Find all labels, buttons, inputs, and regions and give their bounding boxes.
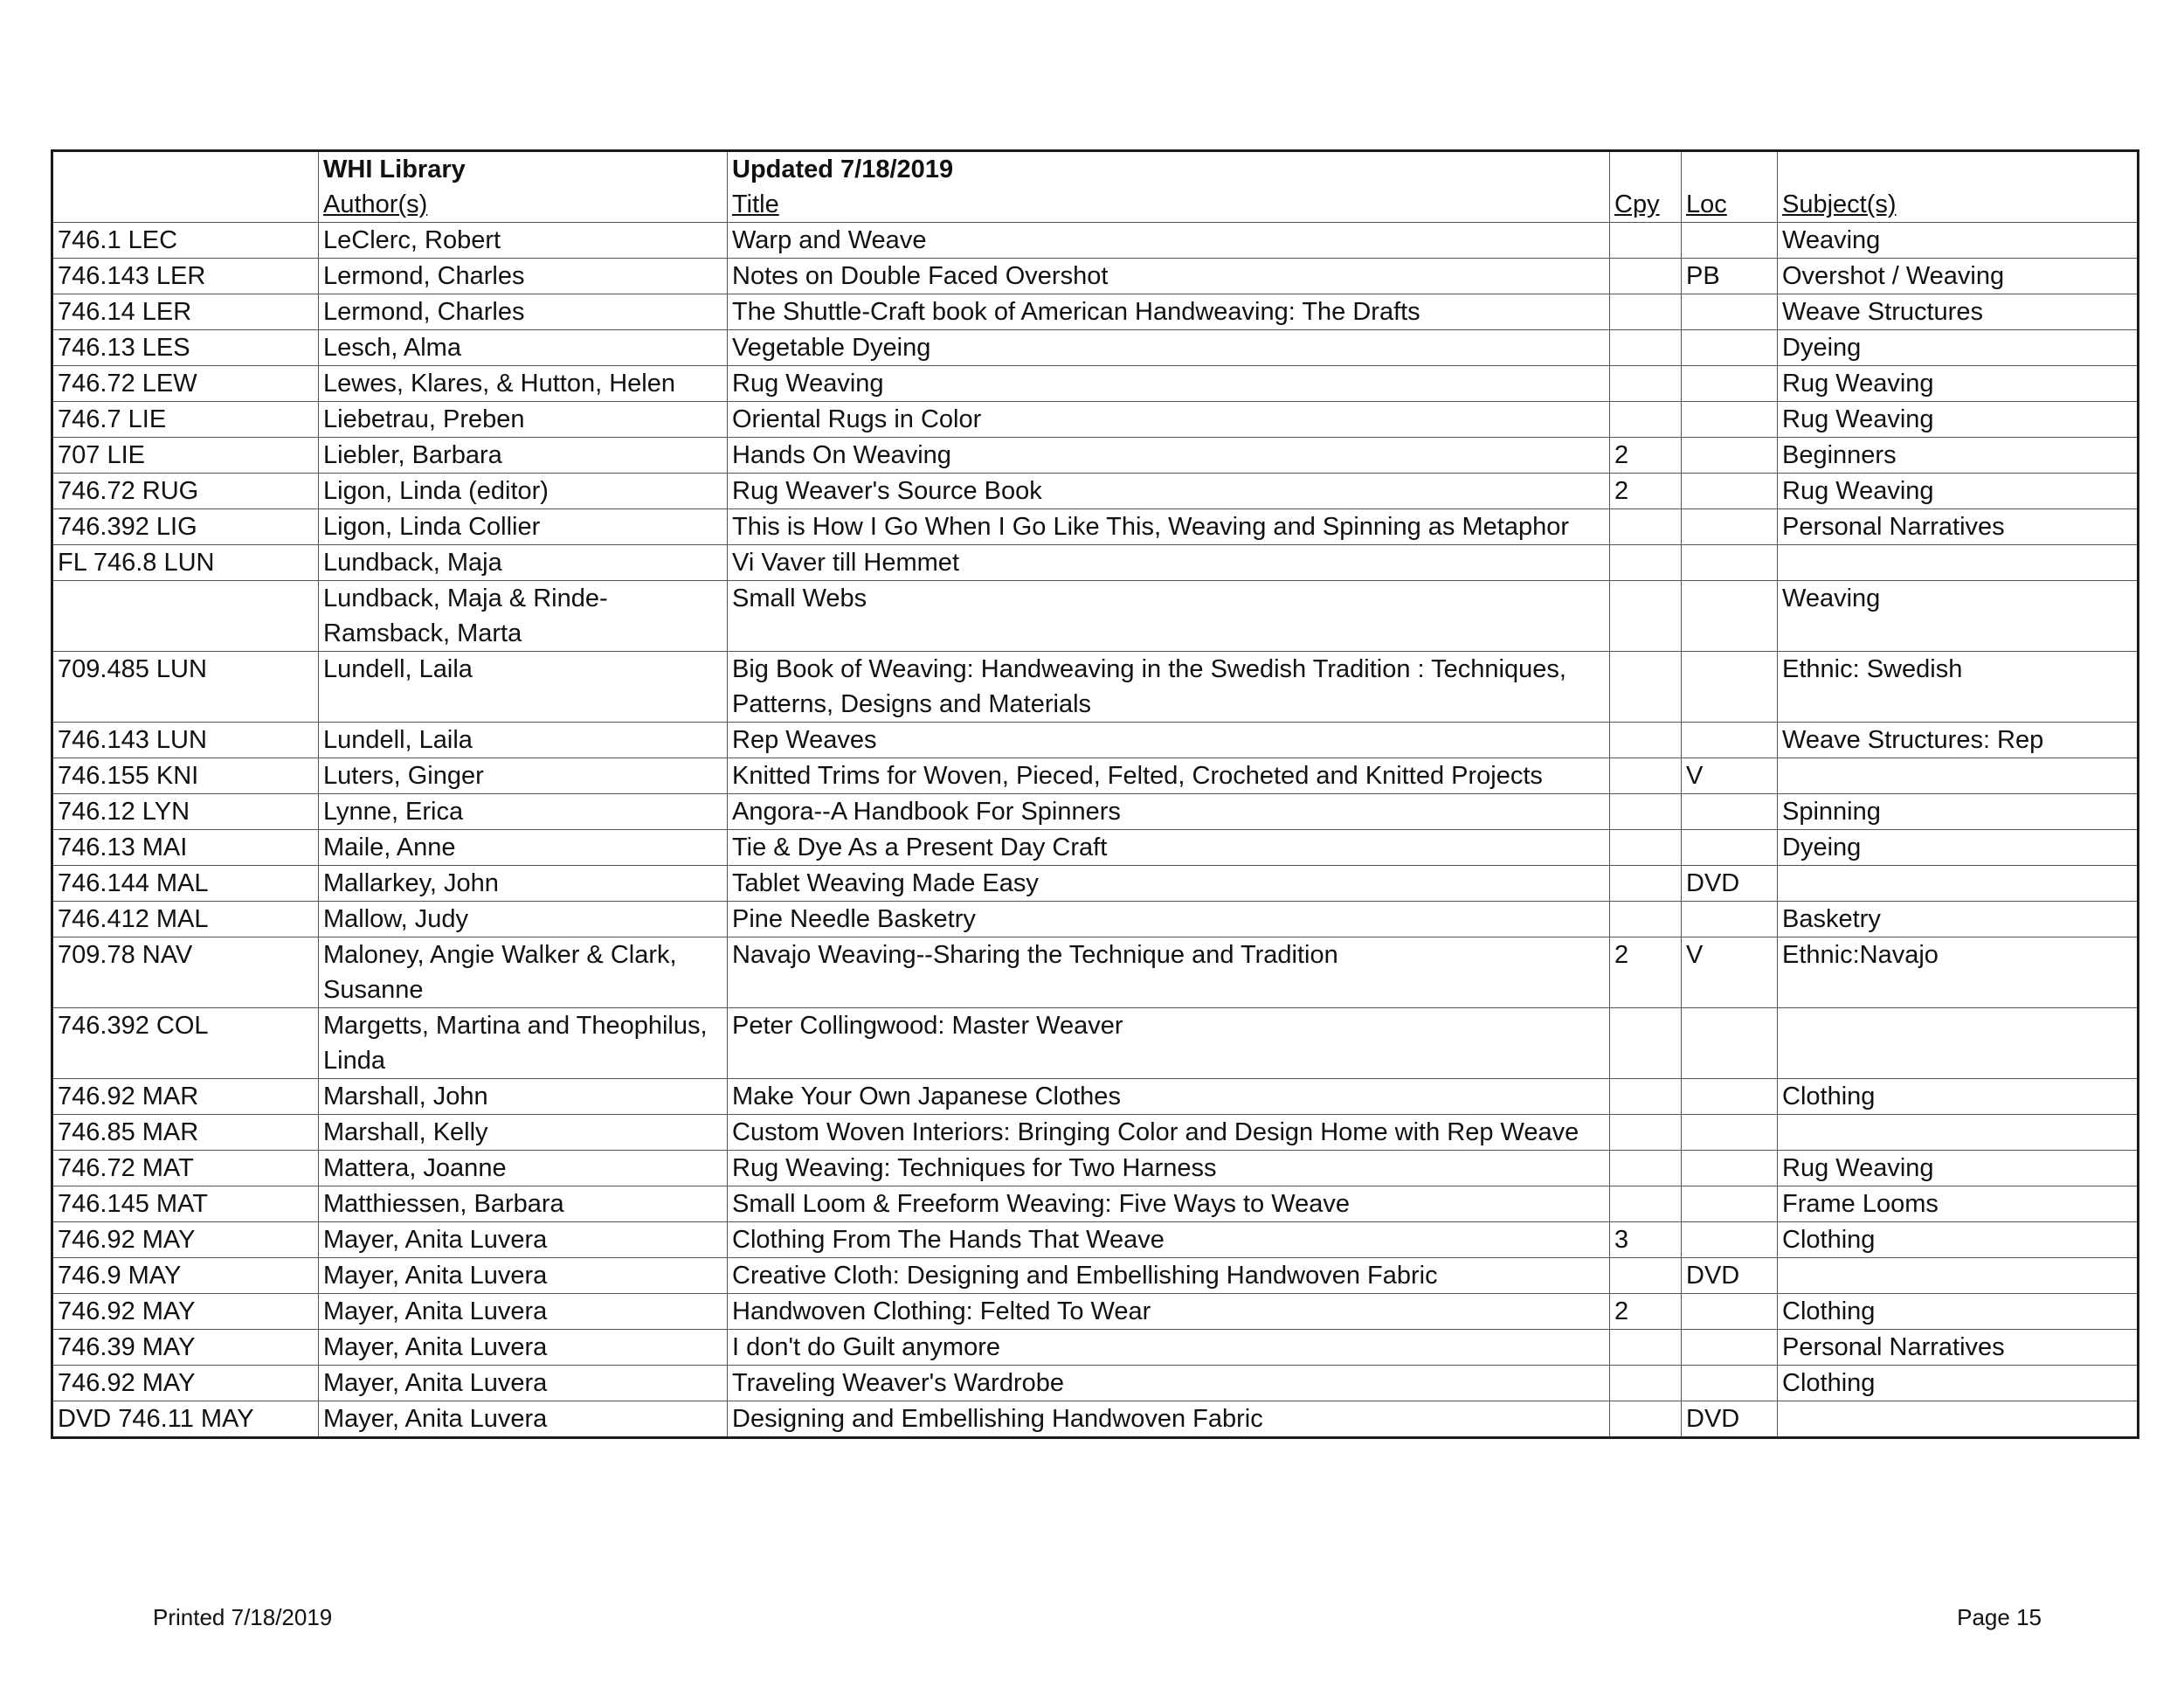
author-cell: Matthiessen, Barbara xyxy=(319,1186,728,1222)
author-cell: Liebler, Barbara xyxy=(319,438,728,474)
copies-cell xyxy=(1610,1401,1682,1438)
title-cell: Make Your Own Japanese Clothes xyxy=(728,1079,1610,1115)
header-blank-cell xyxy=(1682,151,1778,188)
title-cell: Designing and Embellishing Handwoven Fabric xyxy=(728,1401,1610,1438)
call-number-cell: 746.92 MAY xyxy=(52,1366,319,1401)
copies-cell xyxy=(1610,366,1682,402)
author-cell: LeClerc, Robert xyxy=(319,223,728,259)
copies-cell xyxy=(1610,294,1682,330)
location-cell xyxy=(1682,794,1778,830)
title-cell: Rug Weaving: Techniques for Two Harness xyxy=(728,1151,1610,1186)
table-row xyxy=(52,1258,2139,1294)
title-cell: Small Loom & Freeform Weaving: Five Ways to Weave xyxy=(728,1186,1610,1222)
location-cell xyxy=(1682,1008,1778,1079)
call-number-cell xyxy=(52,581,319,652)
author-cell: Luters, Ginger xyxy=(319,758,728,794)
call-number-cell: 746.13 MAI xyxy=(52,830,319,866)
copies-cell xyxy=(1610,866,1682,902)
title-cell: Pine Needle Basketry xyxy=(728,902,1610,937)
location-cell: DVD xyxy=(1682,866,1778,902)
title-cell: Knitted Trims for Woven, Pieced, Felted, Crocheted and Knitted Projects xyxy=(728,758,1610,794)
location-cell: PB xyxy=(1682,259,1778,294)
subject-cell: Clothing xyxy=(1778,1366,2139,1401)
copies-cell xyxy=(1610,259,1682,294)
subject-cell: Clothing xyxy=(1778,1294,2139,1330)
call-number-cell: 746.7 LIE xyxy=(52,402,319,438)
copies-cell: 2 xyxy=(1610,474,1682,509)
call-number-cell: 707 LIE xyxy=(52,438,319,474)
title-cell: Small Webs xyxy=(728,581,1610,652)
subject-cell: Rug Weaving xyxy=(1778,1151,2139,1186)
author-cell: Marshall, Kelly xyxy=(319,1115,728,1151)
title-cell: Warp and Weave xyxy=(728,223,1610,259)
table-row xyxy=(52,937,2139,1008)
table-row xyxy=(52,758,2139,794)
table-row xyxy=(52,1222,2139,1258)
call-number-cell: 746.92 MAR xyxy=(52,1079,319,1115)
title-cell: I don't do Guilt anymore xyxy=(728,1330,1610,1366)
call-number-cell: 746.144 MAL xyxy=(52,866,319,902)
title-cell: Notes on Double Faced Overshot xyxy=(728,259,1610,294)
location-cell xyxy=(1682,545,1778,581)
column-header-title: Title xyxy=(728,187,1610,223)
copies-cell xyxy=(1610,1186,1682,1222)
call-number-cell: 746.143 LUN xyxy=(52,723,319,758)
copies-cell xyxy=(1610,402,1682,438)
location-cell: V xyxy=(1682,937,1778,1008)
subject-cell: Rug Weaving xyxy=(1778,366,2139,402)
table-row xyxy=(52,294,2139,330)
author-cell: Lermond, Charles xyxy=(319,259,728,294)
title-cell: Vegetable Dyeing xyxy=(728,330,1610,366)
call-number-cell: 746.72 LEW xyxy=(52,366,319,402)
copies-cell xyxy=(1610,794,1682,830)
subject-cell: Weaving xyxy=(1778,223,2139,259)
call-number-cell: 746.92 MAY xyxy=(52,1294,319,1330)
location-cell xyxy=(1682,830,1778,866)
copies-cell xyxy=(1610,902,1682,937)
column-header-author: Author(s) xyxy=(319,187,728,223)
column-header-loc: Loc xyxy=(1682,187,1778,223)
location-cell xyxy=(1682,402,1778,438)
location-cell: DVD xyxy=(1682,1401,1778,1438)
header-row-top xyxy=(52,151,2139,188)
author-cell: Liebetrau, Preben xyxy=(319,402,728,438)
subject-cell: Frame Looms xyxy=(1778,1186,2139,1222)
subject-cell xyxy=(1778,1008,2139,1079)
table-row xyxy=(52,652,2139,723)
title-cell: Tie & Dye As a Present Day Craft xyxy=(728,830,1610,866)
printed-date: Printed 7/18/2019 xyxy=(153,1604,333,1630)
title-cell: Traveling Weaver's Wardrobe xyxy=(728,1366,1610,1401)
call-number-cell: 746.145 MAT xyxy=(52,1186,319,1222)
table-row xyxy=(52,1186,2139,1222)
author-cell: Lesch, Alma xyxy=(319,330,728,366)
title-cell: Vi Vaver till Hemmet xyxy=(728,545,1610,581)
location-cell xyxy=(1682,652,1778,723)
location-cell xyxy=(1682,902,1778,937)
copies-cell xyxy=(1610,1366,1682,1401)
header-blank-cell xyxy=(52,187,319,223)
copies-cell xyxy=(1610,330,1682,366)
author-cell: Mayer, Anita Luvera xyxy=(319,1294,728,1330)
title-cell: Oriental Rugs in Color xyxy=(728,402,1610,438)
subject-cell xyxy=(1778,758,2139,794)
location-cell xyxy=(1682,1366,1778,1401)
table-row xyxy=(52,723,2139,758)
subject-cell: Clothing xyxy=(1778,1222,2139,1258)
copies-cell xyxy=(1610,1258,1682,1294)
call-number-cell: 746.72 RUG xyxy=(52,474,319,509)
table-row xyxy=(52,438,2139,474)
table-row xyxy=(52,1008,2139,1079)
call-number-cell: 709.78 NAV xyxy=(52,937,319,1008)
call-number-cell: 746.85 MAR xyxy=(52,1115,319,1151)
author-cell: Margetts, Martina and Theophilus, Linda xyxy=(319,1008,728,1079)
header-blank-cell xyxy=(52,151,319,188)
title-cell: Creative Cloth: Designing and Embellishing Handwoven Fabric xyxy=(728,1258,1610,1294)
title-cell: Big Book of Weaving: Handweaving in the Swedish Tradition : Techniques, Patterns, Designs and Materials xyxy=(728,652,1610,723)
call-number-cell: 746.392 COL xyxy=(52,1008,319,1079)
table-row xyxy=(52,402,2139,438)
author-cell: Lynne, Erica xyxy=(319,794,728,830)
title-cell: This is How I Go When I Go Like This, Weaving and Spinning as Metaphor xyxy=(728,509,1610,545)
copies-cell: 2 xyxy=(1610,937,1682,1008)
table-body xyxy=(52,151,2139,1438)
location-cell xyxy=(1682,1079,1778,1115)
call-number-cell: 746.155 KNI xyxy=(52,758,319,794)
subject-cell: Weave Structures: Rep xyxy=(1778,723,2139,758)
library-catalog-table xyxy=(51,149,2139,1439)
table-row xyxy=(52,581,2139,652)
table-row xyxy=(52,1401,2139,1438)
location-cell xyxy=(1682,1151,1778,1186)
call-number-cell: 746.39 MAY xyxy=(52,1330,319,1366)
title-cell: Angora--A Handbook For Spinners xyxy=(728,794,1610,830)
author-cell: Mayer, Anita Luvera xyxy=(319,1222,728,1258)
author-cell: Mayer, Anita Luvera xyxy=(319,1258,728,1294)
subject-cell: Rug Weaving xyxy=(1778,474,2139,509)
subject-cell: Dyeing xyxy=(1778,330,2139,366)
table-row xyxy=(52,830,2139,866)
location-cell: DVD xyxy=(1682,1258,1778,1294)
copies-cell xyxy=(1610,1151,1682,1186)
subject-cell: Weaving xyxy=(1778,581,2139,652)
call-number-cell: FL 746.8 LUN xyxy=(52,545,319,581)
location-cell xyxy=(1682,581,1778,652)
author-cell: Mayer, Anita Luvera xyxy=(319,1366,728,1401)
column-header-cpy: Cpy xyxy=(1610,187,1682,223)
table-row xyxy=(52,366,2139,402)
table-row xyxy=(52,1115,2139,1151)
table-row xyxy=(52,902,2139,937)
table-row xyxy=(52,1151,2139,1186)
subject-cell: Clothing xyxy=(1778,1079,2139,1115)
table-row xyxy=(52,794,2139,830)
call-number-cell: 746.412 MAL xyxy=(52,902,319,937)
location-cell xyxy=(1682,366,1778,402)
call-number-cell: 746.1 LEC xyxy=(52,223,319,259)
subject-cell: Rug Weaving xyxy=(1778,402,2139,438)
copies-cell xyxy=(1610,545,1682,581)
author-cell: Lewes, Klares, & Hutton, Helen xyxy=(319,366,728,402)
subject-cell: Beginners xyxy=(1778,438,2139,474)
table-row xyxy=(52,474,2139,509)
author-cell: Lundell, Laila xyxy=(319,723,728,758)
subject-cell xyxy=(1778,1115,2139,1151)
table-row xyxy=(52,223,2139,259)
subject-cell: Ethnic: Swedish xyxy=(1778,652,2139,723)
author-cell: Maile, Anne xyxy=(319,830,728,866)
author-cell: Ligon, Linda (editor) xyxy=(319,474,728,509)
location-cell xyxy=(1682,1222,1778,1258)
location-cell xyxy=(1682,438,1778,474)
copies-cell: 2 xyxy=(1610,438,1682,474)
title-cell: Hands On Weaving xyxy=(728,438,1610,474)
author-cell: Mayer, Anita Luvera xyxy=(319,1330,728,1366)
table-row xyxy=(52,1294,2139,1330)
title-cell: Tablet Weaving Made Easy xyxy=(728,866,1610,902)
location-cell xyxy=(1682,223,1778,259)
copies-cell xyxy=(1610,1115,1682,1151)
call-number-cell: 746.9 MAY xyxy=(52,1258,319,1294)
author-cell: Marshall, John xyxy=(319,1079,728,1115)
updated-date: Updated 7/18/2019 xyxy=(728,151,1610,188)
call-number-cell: 709.485 LUN xyxy=(52,652,319,723)
copies-cell xyxy=(1610,723,1682,758)
title-cell: Rug Weaving xyxy=(728,366,1610,402)
author-cell: Mayer, Anita Luvera xyxy=(319,1401,728,1438)
table-row xyxy=(52,259,2139,294)
header-row-columns xyxy=(52,187,2139,223)
author-cell: Ligon, Linda Collier xyxy=(319,509,728,545)
subject-cell: Overshot / Weaving xyxy=(1778,259,2139,294)
column-header-subject: Subject(s) xyxy=(1778,187,2139,223)
subject-cell xyxy=(1778,866,2139,902)
subject-cell: Personal Narratives xyxy=(1778,1330,2139,1366)
table-row xyxy=(52,866,2139,902)
author-cell: Lundback, Maja & Rinde-Ramsback, Marta xyxy=(319,581,728,652)
author-cell: Mallarkey, John xyxy=(319,866,728,902)
location-cell xyxy=(1682,723,1778,758)
author-cell: Lundell, Laila xyxy=(319,652,728,723)
copies-cell xyxy=(1610,223,1682,259)
author-cell: Mattera, Joanne xyxy=(319,1151,728,1186)
location-cell xyxy=(1682,1294,1778,1330)
call-number-cell: 746.72 MAT xyxy=(52,1151,319,1186)
location-cell: V xyxy=(1682,758,1778,794)
location-cell xyxy=(1682,1330,1778,1366)
title-cell: Custom Woven Interiors: Bringing Color and Design Home with Rep Weave xyxy=(728,1115,1610,1151)
copies-cell xyxy=(1610,1330,1682,1366)
table-row xyxy=(52,545,2139,581)
location-cell xyxy=(1682,1186,1778,1222)
table-row xyxy=(52,1330,2139,1366)
title-cell: Clothing From The Hands That Weave xyxy=(728,1222,1610,1258)
title-cell: Peter Collingwood: Master Weaver xyxy=(728,1008,1610,1079)
copies-cell xyxy=(1610,1079,1682,1115)
copies-cell: 2 xyxy=(1610,1294,1682,1330)
call-number-cell: 746.13 LES xyxy=(52,330,319,366)
subject-cell: Weave Structures xyxy=(1778,294,2139,330)
call-number-cell: 746.92 MAY xyxy=(52,1222,319,1258)
title-cell: Navajo Weaving--Sharing the Technique and Tradition xyxy=(728,937,1610,1008)
subject-cell: Dyeing xyxy=(1778,830,2139,866)
location-cell xyxy=(1682,509,1778,545)
author-cell: Mallow, Judy xyxy=(319,902,728,937)
call-number-cell: 746.392 LIG xyxy=(52,509,319,545)
copies-cell xyxy=(1610,1008,1682,1079)
location-cell xyxy=(1682,1115,1778,1151)
copies-cell: 3 xyxy=(1610,1222,1682,1258)
author-cell: Lermond, Charles xyxy=(319,294,728,330)
table-row xyxy=(52,1366,2139,1401)
copies-cell xyxy=(1610,581,1682,652)
title-cell: The Shuttle-Craft book of American Handweaving: The Drafts xyxy=(728,294,1610,330)
call-number-cell: 746.143 LER xyxy=(52,259,319,294)
location-cell xyxy=(1682,294,1778,330)
table-row xyxy=(52,509,2139,545)
subject-cell: Spinning xyxy=(1778,794,2139,830)
call-number-cell: 746.12 LYN xyxy=(52,794,319,830)
subject-cell: Personal Narratives xyxy=(1778,509,2139,545)
copies-cell xyxy=(1610,758,1682,794)
location-cell xyxy=(1682,474,1778,509)
table-row xyxy=(52,1079,2139,1115)
title-cell: Handwoven Clothing: Felted To Wear xyxy=(728,1294,1610,1330)
copies-cell xyxy=(1610,830,1682,866)
copies-cell xyxy=(1610,652,1682,723)
library-name: WHI Library xyxy=(319,151,728,188)
call-number-cell: DVD 746.11 MAY xyxy=(52,1401,319,1438)
subject-cell: Basketry xyxy=(1778,902,2139,937)
page-number: Page 15 xyxy=(1957,1604,2042,1630)
title-cell: Rep Weaves xyxy=(728,723,1610,758)
header-blank-cell xyxy=(1610,151,1682,188)
header-blank-cell xyxy=(1778,151,2139,188)
table-row xyxy=(52,330,2139,366)
author-cell: Lundback, Maja xyxy=(319,545,728,581)
title-cell: Rug Weaver's Source Book xyxy=(728,474,1610,509)
subject-cell: Ethnic:Navajo xyxy=(1778,937,2139,1008)
subject-cell xyxy=(1778,545,2139,581)
call-number-cell: 746.14 LER xyxy=(52,294,319,330)
author-cell: Maloney, Angie Walker & Clark, Susanne xyxy=(319,937,728,1008)
subject-cell xyxy=(1778,1258,2139,1294)
subject-cell xyxy=(1778,1401,2139,1438)
location-cell xyxy=(1682,330,1778,366)
copies-cell xyxy=(1610,509,1682,545)
